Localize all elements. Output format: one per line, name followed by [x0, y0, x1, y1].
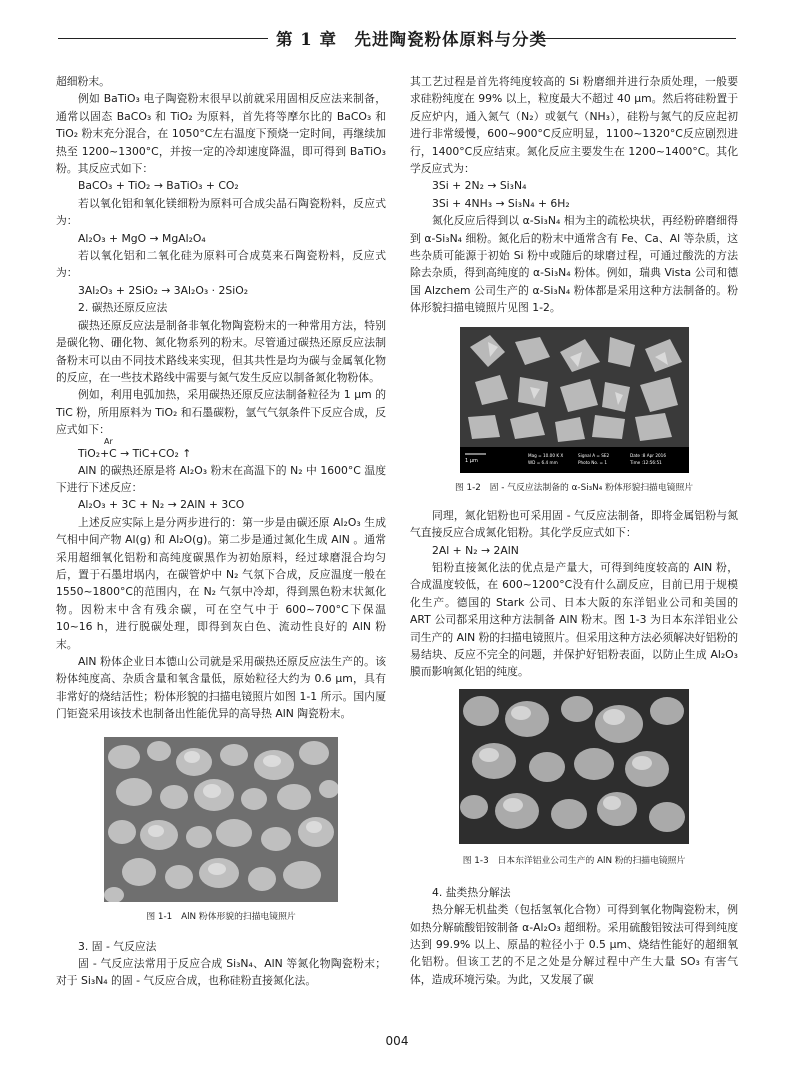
equation: Al₂O₃ + 3C + N₂ → 2AlN + 3CO [78, 498, 245, 512]
paragraph: 例如 BaTiO₃ 电子陶瓷粉末很早以前就采用固相反应法来制备，通常以固态 BaCO₃ 和 TiO₂ 为原料，首先将等摩尔比的 BaCO₃ 和 TiO₂ 粉末充分混合，在 1050°C左右温度下预烧一定时间，再继续加热至 1200~1300°C，并按一定的冷却速度降温，即可得到 BaTiO₃ 粉。其反应式如下： [56, 92, 386, 176]
equation: TiO₂+C → TiC+CO₂ ↑ [78, 446, 192, 460]
paragraph: 铝粉直接氮化法的优点是产量大，可得到纯度较高的 AlN 粉，合成温度较低，在 600~1200°C没有什么副反应，目前已用于规模化生产。德国的 Stark 公司、日本大阪的东洋铝业公司和美国的 ART 公司都采用这种方法制备 AlN 粉末。图 1-3 为日本东洋铝业公司生产的 AlN 粉的扫描电镜照片。但采用这种方法必须解决好铝粉的易结块、反应不完全的问题，并保护好铝粉表面，以防止生成 Al₂O₃ 膜而影响氮化铝的纯度。 [410, 560, 738, 679]
paragraph: 固 - 气反应法常用于反应合成 Si₃N₄、AlN 等氮化物陶瓷粉末；对于 Si₃N₄ 的固 - 气反应合成，也称硅粉直接氮化法。 [56, 957, 386, 988]
equation: BaCO₃ + TiO₂ → BaTiO₃ + CO₂ [78, 179, 239, 193]
figure-caption: 图 1-1 AlN 粉体形貌的扫描电镜照片 [146, 911, 296, 922]
header-rule-left [58, 38, 268, 39]
section-heading: 4. 盐类热分解法 [432, 885, 511, 899]
figure-1-2-sem-image [460, 327, 689, 473]
left-column [56, 73, 386, 990]
sem-time: Time :12:56:51 [629, 459, 662, 465]
paragraph: 若以氧化铝和二氧化硅为原料可合成莫来石陶瓷粉料，反应式为： [56, 249, 386, 280]
paragraph: 超细粉末。 [56, 75, 110, 88]
figure-caption: 图 1-3 日本东洋铝业公司生产的 AlN 粉的扫描电镜照片 [462, 855, 686, 866]
sem-date: Date :8 Apr 2016 [629, 452, 666, 458]
paragraph: 同理，氮化铝粉也可采用固 - 气反应法制备，即将金属铝粉与氮气直接反应合成氮化铝粉。其化学反应式如下： [410, 508, 738, 540]
sem-signal: Signal A = SE2 [577, 452, 609, 458]
sem-photo-no: Photo No. = 1 [577, 459, 607, 465]
section-heading: 3. 固 - 气反应法 [78, 939, 157, 953]
sem-photo-aln [104, 737, 338, 902]
figure-1-3-sem-image [459, 689, 689, 844]
equation: 3Si + 2N₂ → Si₃N₄ [432, 179, 527, 193]
paragraph: AlN 粉体企业日本德山公司就是采用碳热还原反应法生产的。该粉体纯度高、杂质含量和氧含量低，原始粒径大约为 0.6 μm，具有非常好的烧结活性；粉体形貌的扫描电镜照片如图 1-1 所示。国内厦门钜瓷采用该技术也制备出性能优异的高导热 AlN 陶瓷粉末。 [56, 655, 386, 721]
sem-photo-si3n4 [460, 327, 689, 473]
paragraph: 例如，利用电弧加热，采用碳热还原反应法制备粒径为 1 μm 的 TiC 粉，所用原料为 TiO₂ 和石墨碳粉，氩气气氛条件下反应合成，反应式如下： [56, 388, 386, 437]
equation-condition: Ar [104, 436, 113, 446]
paragraph: 若以氧化铝和氧化镁细粉为原料可合成尖晶石陶瓷粉料，反应式为： [56, 196, 386, 228]
paragraph: 其工艺过程是首先将纯度较高的 Si 粉磨细并进行杂质处理，一般要求硅粉纯度在 99% 以上，粒度最大不超过 40 μm。然后将硅粉置于反应炉内，通入氮气（N₂）或氨气（NH₃），硅粉与氮气的反应起初进行非常缓慢，600~900°C反应明显，1100~1320°C反应剧烈进行，1400°C反应结束。氮化反应主要发生在 1200~1400°C。其化学反应式为： [410, 75, 738, 176]
sem-photo-aln-toyo [459, 689, 689, 844]
sem-mag: Mag = 10.00 K X [527, 452, 563, 458]
scale-label: 1 μm [464, 457, 478, 464]
header-rule-right [536, 38, 736, 39]
paragraph: AlN 的碳热还原是将 Al₂O₃ 粉末在高温下的 N₂ 中 1600°C 温度下进行下述反应： [56, 463, 386, 494]
equation: 2Al + N₂ → 2AlN [432, 543, 519, 557]
page-number: 004 [385, 1034, 409, 1048]
equation-with-condition [56, 436, 386, 462]
equation: 3Al₂O₃ + 2SiO₂ → 3Al₂O₃ · 2SiO₂ [78, 283, 249, 297]
paragraph: 上述反应实际上是分两步进行的：第一步是由碳还原 Al₂O₃ 生成气相中间产物 Al(g) 和 Al₂O(g)。第二步是通过氮化生成 AlN 。通常采用超细氧化铝粉和高纯度碳黑作为初始原料，经过球磨混合均匀后，置于石墨坩埚内，在碳管炉中 N₂ 气氛下合成，反应温度一般在 1550~1800°C的范围内，在 N₂ 气氛中冷却，得到黑色粉末状氮化物。因粉末中含有残余碳，可在空气中于 600~700°C下保温 10~16 h，进行脱碳处理，即得到灰白色、流动性良好的 AlN 粉末。 [56, 515, 386, 651]
right-column [410, 73, 738, 988]
sem-wd: WD = 6.4 mm [527, 459, 558, 465]
running-header [58, 26, 736, 52]
figure-caption: 图 1-2 固 - 气反应法制备的 α-Si₃N₄ 粉体形貌扫描电镜照片 [454, 482, 694, 493]
section-heading: 2. 碳热还原反应法 [78, 301, 168, 315]
paragraph: 氮化反应后得到以 α-Si₃N₄ 相为主的疏松块状，再经粉碎磨细得到 α-Si₃N₄ 细粉。氮化后的粉末中通常含有 Fe、Ca、Al 等杂质，这些杂质可能源于初始 Si 粉中或随后的球磨过程，可通过酸洗的方法除去杂质，得到高纯度的 α-Si₃N₄ 粉体。例如，瑞典 Vista 公司和德国 Alzchem 公司生产的 α-Si₃N₄ 粉体都是采用这种方法制备的。粉体形貌扫描电镜照片见图 1-2。 [410, 214, 738, 315]
paragraph: 碳热还原反应法是制备非氧化物陶瓷粉末的一种常用方法，特别是碳化物、硼化物、氮化物系列的粉末。尽管通过碳热还原反应法制备粉末可以由不同技术路线来实现，但其共性是均为碳与金属氧化物的反应，在一些技术路线中需要与氮气发生反应以制备氮化物粉体。 [56, 318, 386, 384]
paragraph: 热分解无机盐类（包括氢氧化合物）可得到氧化物陶瓷粉末，例如热分解硫酸铝铵制备 α-Al₂O₃ 超细粉。采用硫酸铝铵法可得到纯度达到 99.9% 以上、原晶的粒径小于 0.5 μm、烧结性能好的超细氧化铝粉。但该工艺的不足之处是分解过程中产生大量 SO₃ 有害气体，造成环境污染。为此，又发展了碳 [410, 903, 738, 986]
chapter-title: 第 1 章 先进陶瓷粉体原料与分类 [276, 30, 547, 49]
equation: Al₂O₃ + MgO → MgAl₂O₄ [78, 231, 206, 245]
figure-1-1-sem-image [104, 737, 338, 902]
equation: 3Si + 4NH₃ → Si₃N₄ + 6H₂ [432, 196, 570, 210]
